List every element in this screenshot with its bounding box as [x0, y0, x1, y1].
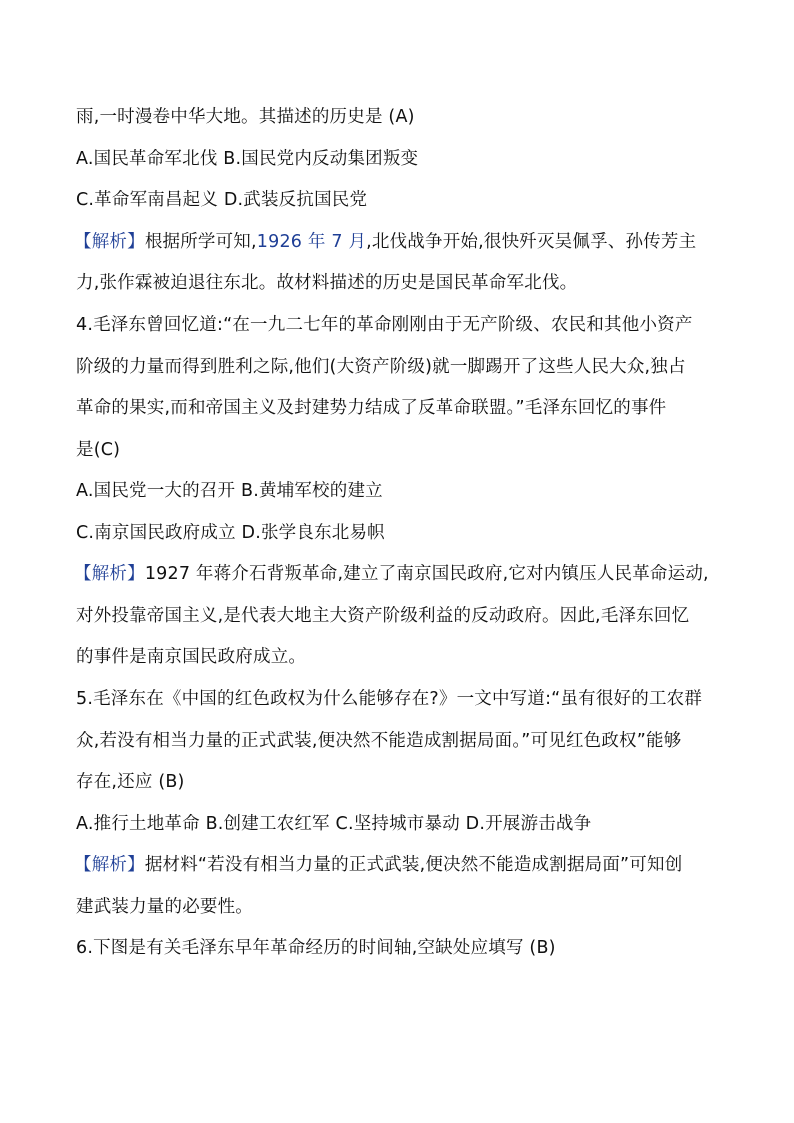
q3-stem-tail: 雨,一时漫卷中华大地。其描述的历史是 (A): [76, 107, 415, 127]
q5-options: A.推行土地革命 B.创建工农红军 C.坚持城市暴动 D.开展游击战争: [76, 814, 592, 834]
analysis-tag: 【解析】: [74, 232, 145, 252]
q5-stem-line1: 5.毛泽东在《中国的红色政权为什么能够存在?》一文中写道:“虽有很好的工农群: [76, 689, 703, 709]
q4-stem-line1: 4.毛泽东曾回忆道:“在一九二七年的革命刚刚由于无产阶级、农民和其他小资产: [76, 315, 693, 335]
q4-analysis-line2: 对外投靠帝国主义,是代表大地主大资产阶级利益的反动政府。因此,毛泽东回忆: [76, 606, 690, 626]
q3-options-row2: C.革命军南昌起义 D.武装反抗国民党: [76, 190, 368, 210]
q4-options-row1: A.国民党一大的召开 B.黄埔军校的建立: [76, 481, 383, 501]
q5-stem-line3: 存在,还应 (B): [76, 772, 185, 792]
q5-analysis-line2: 建武装力量的必要性。: [76, 897, 253, 917]
q3-analysis-date: 1926 年 7 月: [256, 232, 367, 252]
q4-analysis-text: 1927 年蒋介石背叛革命,建立了南京国民政府,它对内镇压人民革命运动,: [144, 564, 709, 584]
q3-analysis-line1: [74, 231, 696, 253]
q3-analysis-line2: 力,张作霖被迫退往东北。故材料描述的历史是国民革命军北伐。: [76, 273, 578, 293]
q3-analysis-text-cont: ,北伐战争开始,很快歼灭吴佩孚、孙传芳主: [366, 232, 697, 252]
q3-analysis-text: 根据所学可知,: [144, 232, 257, 252]
q4-stem-line3: 革命的果实,而和帝国主义及封建势力结成了反革命联盟。”毛泽东回忆的事件: [76, 398, 667, 418]
analysis-tag: 【解析】: [74, 564, 145, 584]
q4-stem-line2: 阶级的力量而得到胜利之际,他们(大资产阶级)就一脚踢开了这些人民大众,独占: [76, 357, 686, 377]
q4-analysis-line3: 的事件是南京国民政府成立。: [76, 647, 307, 667]
analysis-tag: 【解析】: [74, 855, 145, 875]
q4-options-row2: C.南京国民政府成立 D.张学良东北易帜: [76, 523, 385, 543]
q6-stem-line1: 6.下图是有关毛泽东早年革命经历的时间轴,空缺处应填写 (B): [76, 938, 556, 958]
q4-analysis-line1: [74, 563, 709, 585]
q5-analysis-line1: [74, 854, 682, 876]
q5-analysis-text: 据材料“若没有相当力量的正式武装,便决然不能造成割据局面”可知创: [144, 855, 683, 875]
q5-stem-line2: 众,若没有相当力量的正式武装,便决然不能造成割据局面。”可见红色政权”能够: [76, 731, 682, 751]
q4-stem-line4: 是(C): [76, 440, 121, 460]
q3-options-row1: A.国民革命军北伐 B.国民党内反动集团叛变: [76, 149, 419, 169]
